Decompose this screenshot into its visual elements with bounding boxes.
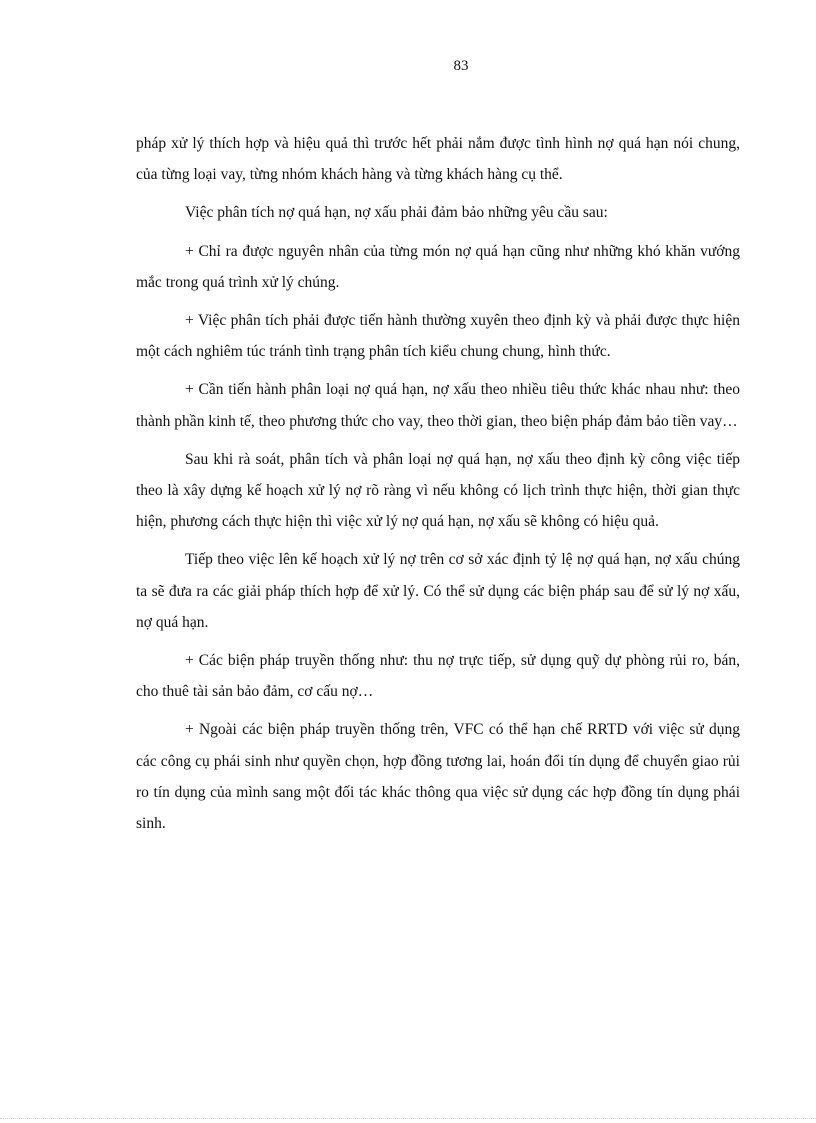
paragraph-debt-plan: Sau khi rà soát, phân tích và phân loại nợ quá hạn, nợ xấu theo định kỳ công việc tiếp theo là xây dựng kế hoạch xử lý nợ rõ ràng vì nếu không có lịch trình thực hiện, thời gian thực hiện, phương cách thực hiện thì việc xử lý nợ quá hạn, nợ xấu sẽ không có hiệu quả. <box>136 450 740 531</box>
paragraph-bullet-traditional: + Các biện pháp truyền thống như: thu nợ trực tiếp, sử dụng quỹ dự phòng rủi ro, bán, cho thuê tài sản bảo đảm, cơ cấu nợ… <box>136 652 740 701</box>
paragraph-bullet-regular-analysis: + Việc phân tích phải được tiến hành thường xuyên theo định kỳ và phải được thực hiện một cách nghiêm túc tránh tình trạng phân tích kiểu chung chung, hình thức. <box>136 312 740 361</box>
page-bottom-divider <box>0 1118 816 1119</box>
paragraph-bullet-derivatives: + Ngoài các biện pháp truyền thống trên, VFC có thể hạn chế RRTD với việc sử dụng các công cụ phái sinh như quyền chọn, hợp đồng tương lai, hoán đổi tín dụng để chuyển giao rủi ro tín dụng của mình sang một đối tác khác thông qua việc sử dụng các hợp đồng tín dụng phái sinh. <box>136 721 740 833</box>
paragraph-continuation: pháp xử lý thích hợp và hiệu quả thì trước hết phải nắm được tình hình nợ quá hạn nói chung, của từng loại vay, từng nhóm khách hàng và từng khách hàng cụ thể. <box>136 135 740 184</box>
document-body <box>136 128 740 846</box>
page-number: 83 <box>453 58 469 74</box>
paragraph-bullet-classification: + Cần tiến hành phân loại nợ quá hạn, nợ xấu theo nhiều tiêu thức khác nhau như: theo thành phần kinh tế, theo phương thức cho vay, theo thời gian, theo biện pháp đảm bảo tiền vay… <box>136 381 740 430</box>
paragraph-bullet-causes: + Chỉ ra được nguyên nhân của từng món nợ quá hạn cũng như những khó khăn vướng mắc trong quá trình xử lý chúng. <box>136 242 740 291</box>
paragraph-solutions-intro: Tiếp theo việc lên kế hoạch xử lý nợ trên cơ sở xác định tỷ lệ nợ quá hạn, nợ xấu chúng ta sẽ đưa ra các giải pháp thích hợp để xử lý. Có thể sử dụng các biện pháp sau để sử lý nợ xấu, nợ quá hạn. <box>136 551 740 631</box>
paragraph-analysis-requirements: Việc phân tích nợ quá hạn, nợ xấu phải đảm bảo những yêu cầu sau: <box>185 204 608 222</box>
